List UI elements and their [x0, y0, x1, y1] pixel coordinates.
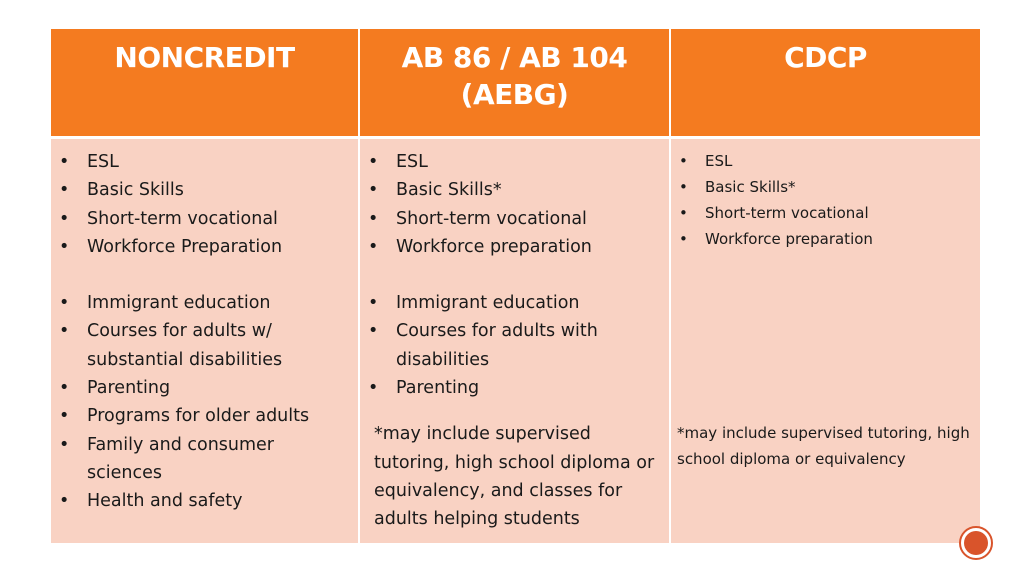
list-item-label: Short-term vocational [705, 204, 869, 222]
list-item [51, 176, 358, 204]
list-item-label: Immigrant education [396, 293, 580, 314]
bullet-icon: • [59, 378, 70, 399]
list-item [51, 317, 358, 374]
bullet-icon: • [368, 208, 379, 229]
list-item-label: Short-term vocational [87, 208, 278, 229]
bullet-icon: • [368, 180, 379, 201]
bullet-icon: • [368, 293, 379, 314]
list-item-label: ESL [705, 152, 733, 170]
list-item-label: Programs for older adults [87, 406, 310, 427]
slide-number [964, 531, 988, 555]
noncredit-list-group1 [51, 148, 358, 261]
list-item [51, 233, 358, 261]
list-spacer [51, 261, 358, 289]
bullet-icon: • [679, 152, 688, 170]
header-ab86-line1: AB 86 / AB 104 [401, 41, 628, 74]
header-cdcp-line1: CDCP [784, 41, 867, 74]
cell-cdcp [670, 138, 980, 544]
list-item [360, 148, 669, 176]
list-item [51, 374, 358, 402]
slide-number-badge [959, 526, 993, 560]
header-ab86-ab104 [359, 29, 670, 138]
bullet-icon: • [59, 236, 70, 257]
list-item [671, 148, 980, 174]
header-noncredit [51, 29, 359, 138]
list-item-label: Courses for adults with disabilities [396, 321, 598, 370]
bullet-icon: • [59, 434, 70, 455]
bullet-icon: • [368, 236, 379, 257]
list-item-label: Immigrant education [87, 293, 271, 314]
bullet-icon: • [59, 406, 70, 427]
header-row [51, 29, 980, 138]
list-item-label: Short-term vocational [396, 208, 587, 229]
list-item-label: ESL [396, 152, 428, 172]
list-item [360, 317, 669, 374]
cdcp-list-group1 [671, 148, 980, 252]
list-item [671, 226, 980, 252]
header-cdcp [670, 29, 980, 138]
list-item [51, 487, 358, 515]
body-row [51, 138, 980, 544]
bullet-icon: • [59, 491, 70, 512]
list-item-label: Parenting [87, 378, 171, 399]
bullet-icon: • [59, 321, 70, 342]
ab86-list-group1 [360, 148, 669, 261]
list-item-label: ESL [87, 152, 119, 172]
list-item [51, 402, 358, 430]
list-item-label: Basic Skills* [705, 178, 796, 196]
bullet-icon: • [59, 180, 70, 201]
list-item [671, 200, 980, 226]
list-item [360, 289, 669, 317]
bullet-icon: • [368, 378, 379, 399]
list-item [360, 176, 669, 204]
list-item [360, 233, 669, 261]
bullet-icon: • [59, 152, 70, 172]
list-item [51, 205, 358, 233]
list-item-label: Health and safety [87, 491, 243, 512]
list-item [51, 148, 358, 176]
list-item [360, 374, 669, 402]
bullet-icon: • [368, 321, 379, 342]
list-item-label: Workforce preparation [705, 230, 873, 248]
ab86-list-group2 [360, 289, 669, 402]
list-item [51, 289, 358, 317]
cdcp-footnote: *may include supervised tutoring, high school diploma or equivalency [677, 424, 970, 468]
ab86-footnote: *may include supervised tutoring, high school diploma or equivalency, and classes for adults helping students [374, 424, 655, 530]
list-item-label: Workforce Preparation [87, 236, 283, 257]
list-item-label: Parenting [396, 378, 480, 399]
cell-ab86-ab104 [359, 138, 670, 544]
list-item-label: Courses for adults w/ substantial disabilities [87, 321, 283, 370]
comparison-table [51, 29, 980, 543]
list-item [671, 174, 980, 200]
header-ab86-line2: (AEBG) [460, 78, 569, 111]
bullet-icon: • [679, 204, 688, 222]
noncredit-list-group2 [51, 289, 358, 515]
list-item [360, 205, 669, 233]
list-item-label: Workforce preparation [396, 236, 592, 257]
cell-noncredit [51, 138, 359, 544]
list-spacer [360, 261, 669, 289]
header-noncredit-line1: NONCREDIT [114, 41, 295, 74]
bullet-icon: • [59, 208, 70, 229]
bullet-icon: • [679, 230, 688, 248]
list-item-label: Family and consumer sciences [87, 434, 274, 483]
list-item [51, 431, 358, 488]
list-item-label: Basic Skills [87, 180, 184, 201]
list-item-label: Basic Skills* [396, 180, 502, 201]
bullet-icon: • [679, 178, 688, 196]
bullet-icon: • [59, 293, 70, 314]
bullet-icon: • [368, 152, 379, 172]
